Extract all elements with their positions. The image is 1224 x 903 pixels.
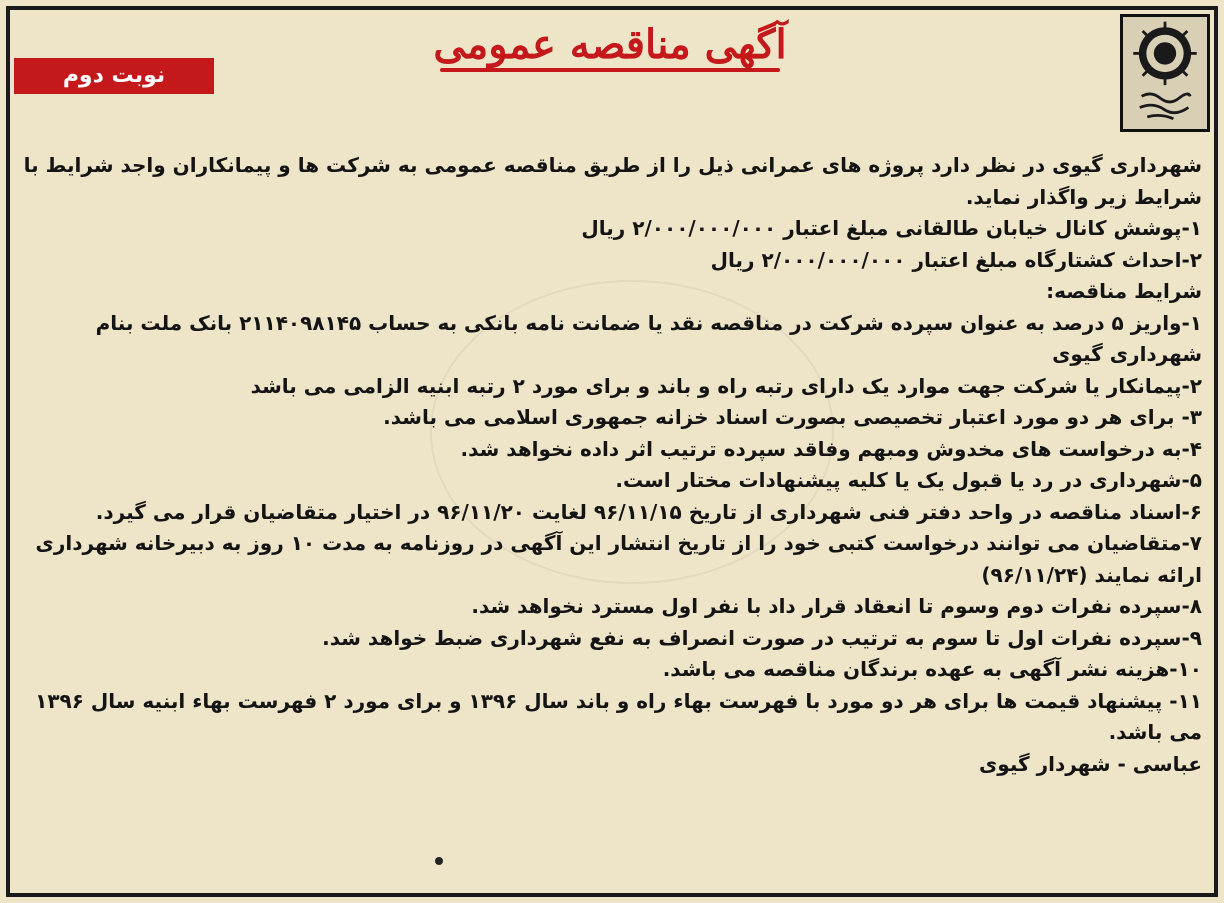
municipality-seal-icon xyxy=(1120,14,1210,132)
condition-item: ۷-متقاضیان می توانند درخواست کتبی خود را از تاریخ انتشار این آگهی در روزنامه به مدت ۱۰ روز به دبیرخانه شهرداری ارائه نمایند (۹۶/۱۱/۲۴) xyxy=(35,531,1202,587)
condition-item: ۴-به درخواست های مخدوش ومبهم وفاقد سپرده ترتیب اثر داده نخواهد شد. xyxy=(460,436,1202,461)
ink-dot xyxy=(435,857,443,865)
condition-item: ۳- برای هر دو مورد اعتبار تخصیصی بصورت اسناد خزانه جمهوری اسلامی می باشد. xyxy=(383,405,1202,429)
conditions-heading: شرایط مناقصه: xyxy=(1046,279,1202,303)
condition-item: ۸-سپرده نفرات دوم وسوم تا انعقاد قرار داد با نفر اول مسترد نخواهد شد. xyxy=(471,594,1202,618)
seal-graphic xyxy=(1123,17,1207,129)
condition-item: ۱-واریز ۵ درصد به عنوان سپرده شرکت در مناقصه نقد یا ضمانت نامه بانکی به حساب ۲۱۱۴۰۹۸۱۴۵ بانک ملت بنام شهرداری گیوی xyxy=(95,310,1202,366)
project-item: ۲-احداث کشتارگاه مبلغ اعتبار ۲/۰۰۰/۰۰۰/۰۰۰ ریال xyxy=(710,247,1202,272)
condition-item: ۶-اسناد مناقصه در واحد دفتر فنی شهرداری از تاریخ ۹۶/۱۱/۱۵ لغایت ۹۶/۱۱/۲۰ در اختیار متقاضیان قرار می گیرد. xyxy=(95,499,1202,524)
condition-item: ۱۱- پیشنهاد قیمت ها برای هر دو مورد با فهرست بهاء راه و باند سال ۱۳۹۶ و برای مورد ۲ فهرست بهاء ابنیه سال ۱۳۹۶ می باشد. xyxy=(35,688,1202,744)
condition-item: ۲-پیمانکار یا شرکت جهت موارد یک دارای رتبه راه و باند و برای مورد ۲ رتبه ابنیه الزامی می باشد xyxy=(250,373,1202,398)
condition-item: ۹-سپرده نفرات اول تا سوم به ترتیب در صورت انصراف به نفع شهرداری ضبط خواهد شد. xyxy=(322,625,1202,650)
condition-item: ۵-شهرداری در رد یا قبول یک یا کلیه پیشنهادات مختار است. xyxy=(615,468,1202,492)
signature: عباسی - شهردار گیوی xyxy=(978,751,1202,776)
condition-item: ۱۰-هزینه نشر آگهی به عهده برندگان مناقصه می باشد. xyxy=(662,657,1202,681)
ad-body xyxy=(22,150,1202,780)
project-item: ۱-پوشش کانال خیابان طالقانی مبلغ اعتبار ۲/۰۰۰/۰۰۰/۰۰۰ ریال xyxy=(581,216,1202,240)
publication-round-badge: نوبت دوم xyxy=(14,58,214,94)
ad-title: آگهی مناقصه عمومی xyxy=(433,21,787,68)
title-underline xyxy=(440,68,780,72)
intro-paragraph: شهرداری گیوی در نظر دارد پروژه های عمرانی ذیل را از طریق مناقصه عمومی به شرکت ها و پیمانکاران واجد شرایط با شرایط زیر واگذار نماید. xyxy=(23,153,1202,209)
